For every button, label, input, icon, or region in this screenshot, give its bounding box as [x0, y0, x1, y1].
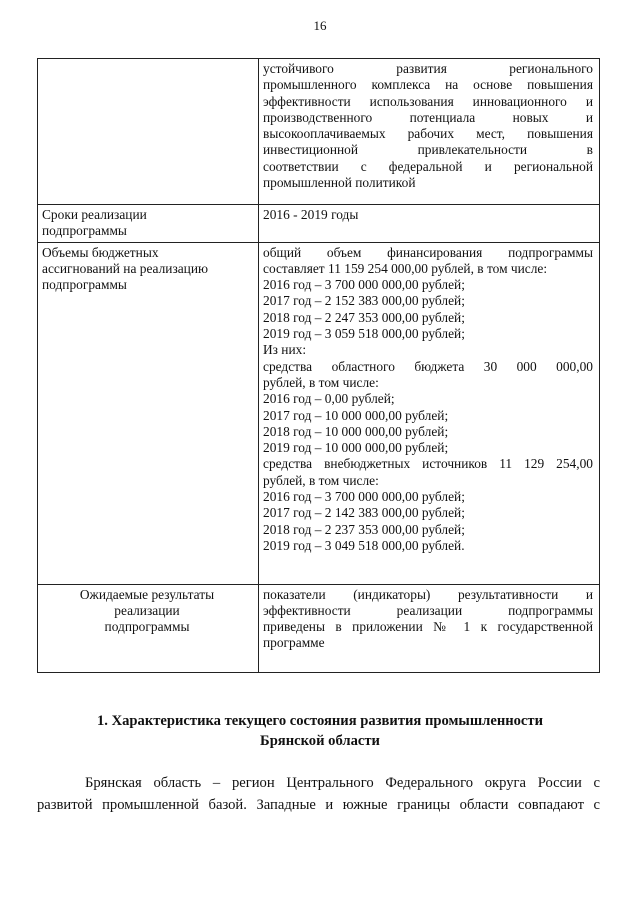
text-line: реализации — [114, 602, 180, 618]
text-line: рублей, в том числе: — [263, 472, 379, 488]
text-line: общий объем финансирования подпрограммы — [263, 244, 593, 260]
text-line: подпрограммы — [104, 619, 190, 635]
text-line: развитой промышленной базой. Западные и южные границы области совпадают с — [37, 797, 600, 813]
section-heading — [60, 711, 580, 751]
text-line: 2019 год – 10 000 000,00 рублей; — [263, 440, 449, 456]
text-line: рублей, в том числе: — [263, 374, 379, 390]
text-line: производственного потенциала новых и — [263, 109, 593, 125]
table-row — [38, 205, 600, 243]
text-line: подпрограммы — [42, 223, 127, 239]
table-cell-value — [259, 59, 600, 205]
text-line: 2017 год – 10 000 000,00 рублей; — [263, 407, 449, 423]
text-line: 2016 год – 0,00 рублей; — [263, 391, 395, 407]
table-row — [38, 242, 600, 584]
table-row — [38, 584, 600, 672]
table-cell-value — [259, 584, 600, 672]
text-line: Сроки реализации — [42, 207, 147, 222]
text-line: Ожидаемые результаты — [79, 586, 215, 602]
table-cell-label — [38, 584, 259, 672]
table-cell-label — [38, 59, 259, 205]
table-cell-label — [38, 242, 259, 584]
text-line: 2019 год – 3 059 518 000,00 рублей; — [263, 326, 465, 342]
text-line: инвестиционной привлекательности в — [263, 142, 593, 158]
text-line: 2018 год – 2 247 353 000,00 рублей; — [263, 309, 465, 325]
text-line: ассигнований на реализацию — [42, 260, 209, 276]
table-cell-value — [259, 242, 600, 584]
text-line: эффективности использования инновационного и — [263, 93, 593, 109]
text-line: приведены в приложении № 1 к государственной — [263, 619, 593, 635]
passport-table — [37, 58, 600, 673]
text-line: 2016 - 2019 годы — [263, 207, 359, 222]
text-line: Из них: — [263, 342, 307, 358]
text-line: средства внебюджетных источников 11 129 254,00 — [263, 456, 593, 472]
table-cell-label — [38, 205, 259, 243]
text-line: средства областного бюджета 30 000 000,00 — [263, 358, 593, 374]
text-line: подпрограммы — [42, 277, 127, 293]
table-cell-value — [259, 205, 600, 243]
body-paragraph — [37, 772, 600, 816]
text-line: промышленной политикой — [263, 175, 416, 191]
text-line: промышленного комплекса на основе повышения — [263, 77, 593, 93]
text-line: показатели (индикаторы) результативности и — [263, 586, 593, 602]
text-line: высокооплачиваемых рабочих мест, повышения — [263, 126, 593, 142]
text-line: Объемы бюджетных — [42, 244, 159, 260]
text-line: эффективности реализации подпрограммы — [263, 602, 593, 618]
section-heading-line: 1. Характеристика текущего состояния развития промышленности — [97, 713, 543, 729]
text-line: 2017 год – 2 152 383 000,00 рублей; — [263, 293, 465, 309]
text-line: Брянская область – регион Центрального Федерального округа России с — [85, 775, 600, 791]
text-line: устойчивого развития регионального — [263, 61, 593, 76]
text-line: 2016 год – 3 700 000 000,00 рублей; — [263, 489, 465, 505]
text-line: 2018 год – 10 000 000,00 рублей; — [263, 423, 449, 439]
text-line: 2017 год – 2 142 383 000,00 рублей; — [263, 505, 465, 521]
text-line: программе — [263, 635, 325, 651]
text-line: соответствии с федеральной и региональной — [263, 158, 593, 174]
page-number: 16 — [313, 18, 327, 33]
text-line: 2019 год – 3 049 518 000,00 рублей. — [263, 537, 465, 553]
text-line: 2018 год – 2 237 353 000,00 рублей; — [263, 521, 465, 537]
text-line: составляет 11 159 254 000,00 рублей, в том числе: — [263, 260, 548, 276]
text-line: 2016 год – 3 700 000 000,00 рублей; — [263, 277, 465, 293]
table-row — [38, 59, 600, 205]
section-heading-line: Брянской области — [260, 733, 380, 749]
